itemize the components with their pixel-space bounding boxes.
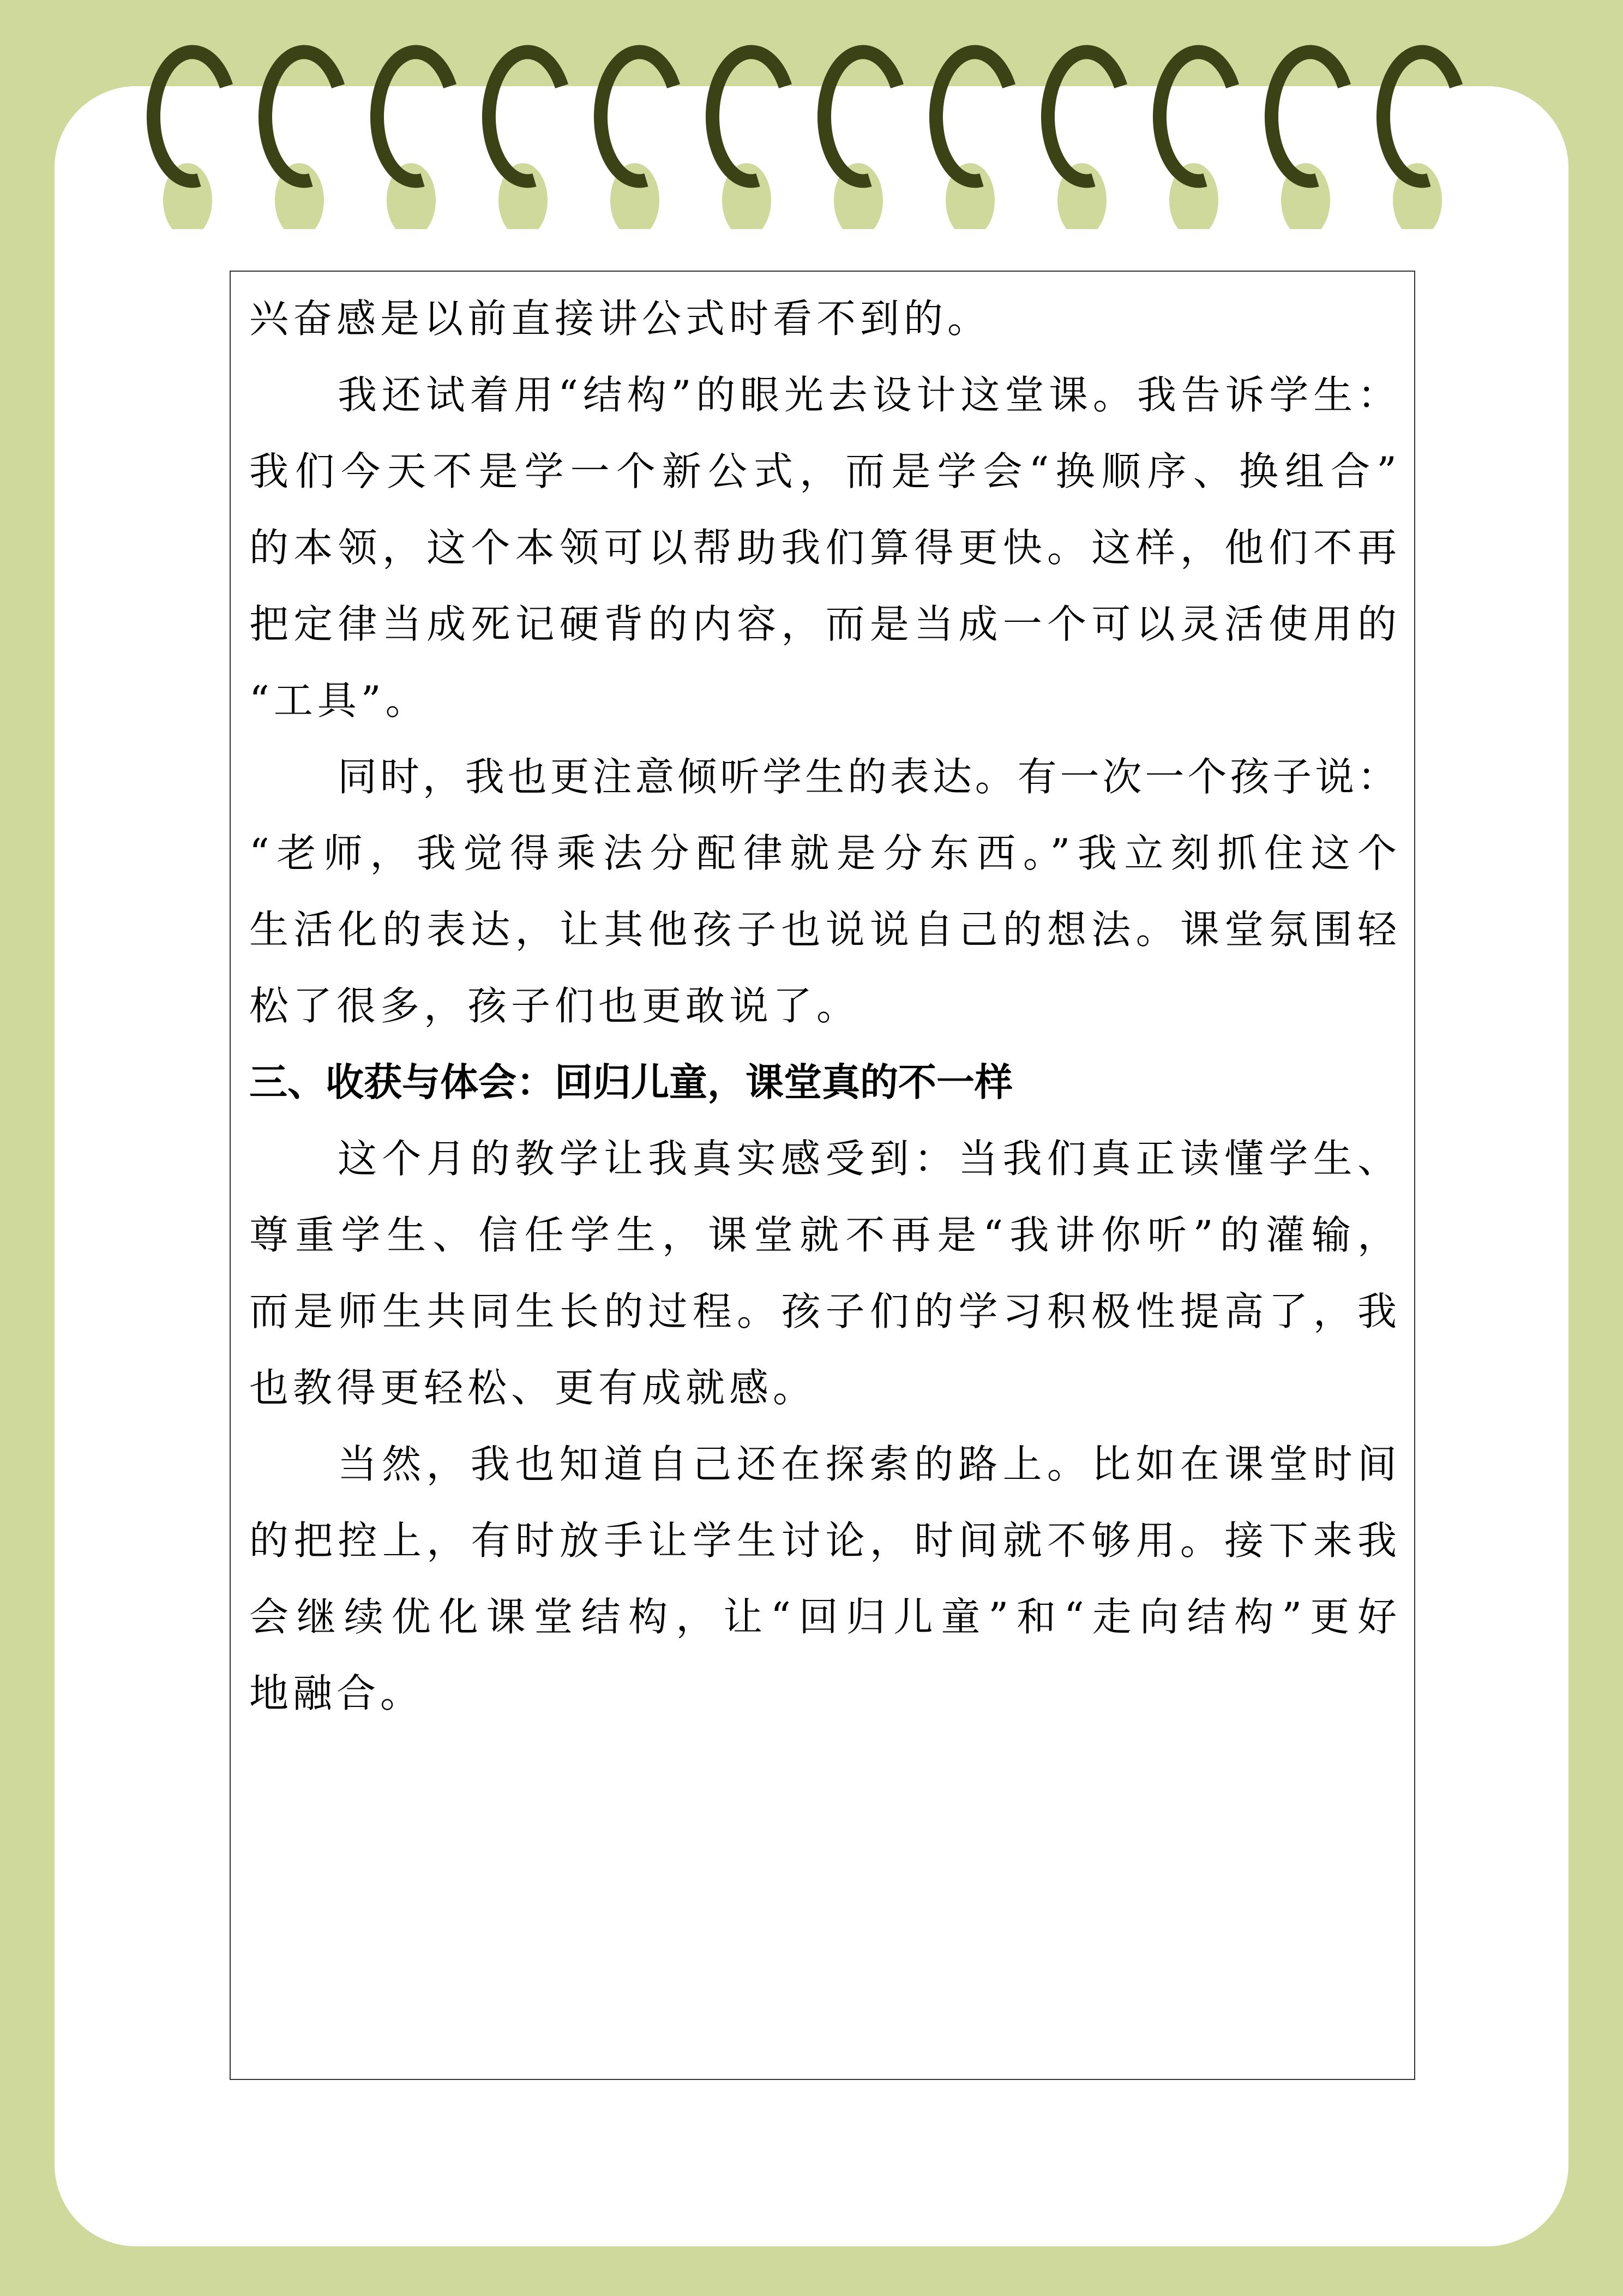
text-line: 当然，我也知道自己还在探索的路上。比如在课堂时间 <box>338 1441 1397 1487</box>
spiral-ring <box>600 52 674 181</box>
spiral-ring <box>1048 52 1121 181</box>
text-line: 的把控上，有时放手让学生讨论，时间就不够用。接下来我 <box>249 1518 1397 1563</box>
spiral-ring <box>1271 52 1344 181</box>
spiral-ring <box>1159 52 1233 181</box>
text-line: 同时，我也更注意倾听学生的表达。有一次一个孩子说： <box>338 754 1397 800</box>
text-line: 生活化的表达，让其他孩子也说说自己的想法。课堂氛围轻 <box>249 907 1397 952</box>
text-line: 把定律当成死记硬背的内容，而是当成一个可以灵活使用的 <box>249 601 1397 647</box>
text-line: 的本领，这个本领可以帮助我们算得更快。这样，他们不再 <box>249 525 1397 571</box>
text-line: “老师，我觉得乘法分配律就是分东西。”我立刻抓住这个 <box>249 830 1397 876</box>
spiral-ring <box>1383 52 1456 181</box>
text-line: 松了很多，孩子们也更敢说了。 <box>249 983 861 1029</box>
spiral-ring <box>936 52 1009 181</box>
text-line: 会继续优化课堂结构，让“回归儿童”和“走向结构”更好 <box>249 1594 1397 1640</box>
text-line: 而是师生共同生长的过程。孩子们的学习积极性提高了，我 <box>249 1288 1397 1334</box>
spiral-ring <box>153 52 226 181</box>
text-line: 我还试着用“结构”的眼光去设计这堂课。我告诉学生： <box>338 372 1397 418</box>
spiral-ring <box>377 52 450 181</box>
spiral-ring <box>824 52 897 181</box>
text-box <box>230 271 1415 2080</box>
text-line: 也教得更轻松、更有成就感。 <box>249 1365 817 1411</box>
text-line: 我们今天不是学一个新公式，而是学会“换顺序、换组合” <box>249 448 1397 494</box>
text-line: 尊重学生、信任学生，课堂就不再是“我讲你听”的灌输， <box>249 1212 1397 1258</box>
spiral-binding <box>0 0 1623 229</box>
spiral-ring <box>712 52 785 181</box>
text-line: 这个月的教学让我真实感受到：当我们真正读懂学生、 <box>338 1136 1397 1182</box>
text-line: 地融合。 <box>249 1670 424 1716</box>
text-line: “工具”。 <box>249 678 429 723</box>
text-line: 兴奋感是以前直接讲公式时看不到的。 <box>249 296 991 341</box>
spiral-ring <box>489 52 562 181</box>
spiral-ring <box>265 52 338 181</box>
section-heading: 三、收获与体会：回归儿童，课堂真的不一样 <box>249 1060 1013 1105</box>
